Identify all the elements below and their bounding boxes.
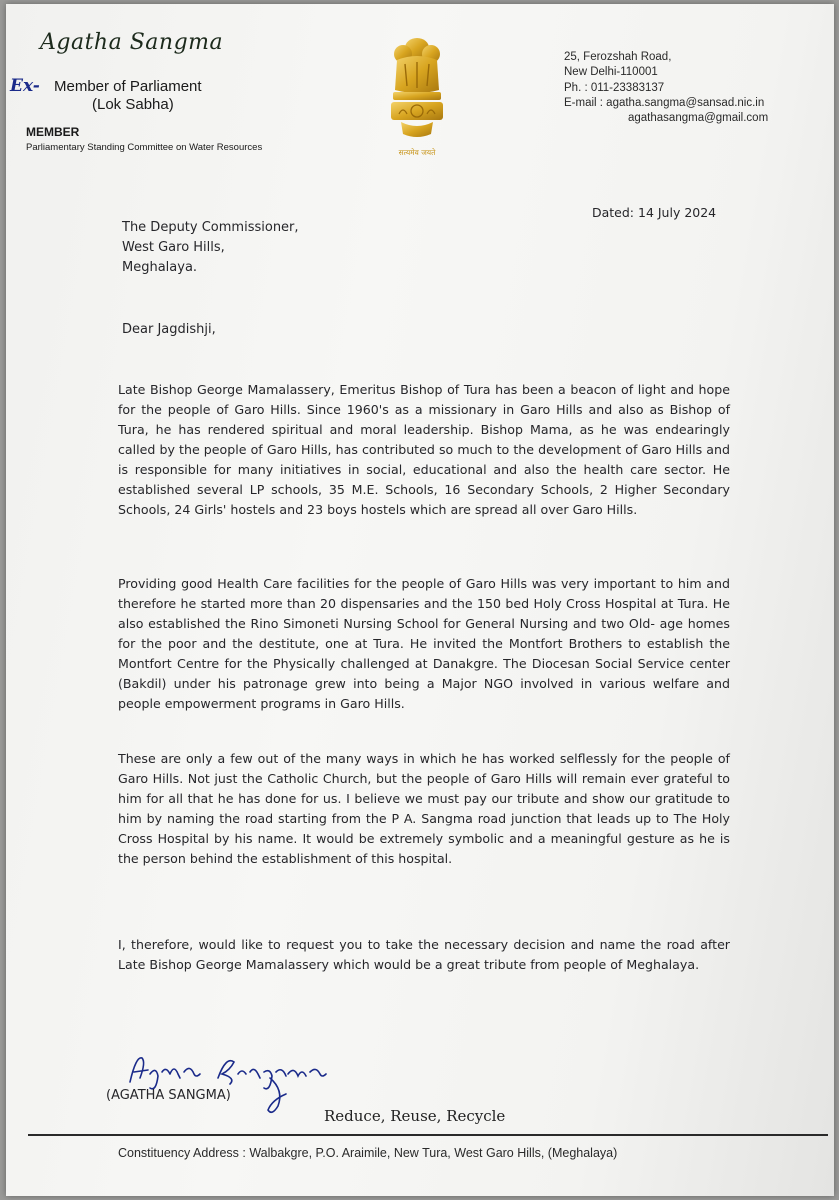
footer-divider	[28, 1134, 828, 1136]
emblem-caption: सत्यमेव जयते	[398, 148, 436, 157]
letterhead-house: (Lok Sabha)	[92, 96, 174, 113]
national-emblem-icon	[387, 34, 447, 160]
signature-text: Agatha Sangma	[126, 1048, 134, 1049]
letterhead-name-signature: Agatha Sangma	[40, 30, 224, 55]
address-line-1: 25, Ferozshah Road,	[564, 51, 672, 63]
letterhead-title: Member of Parliament	[54, 78, 202, 95]
printed-signatory-name: (AGATHA SANGMA)	[106, 1088, 231, 1103]
body-paragraph-3: These are only a few out of the many ways in which he has worked selflessly for the people of Garo Hills. Not just the Catholic Church, but the people of Garo Hills will remain ever grateful to him for all that he has done for us. I believe we must pay our tribute and show our gratitude to him by naming the road starting from the P A. Sangma road junction that leads up to The Holy Cross Hospital by his name. It would be extremely symbolic and a meaningful gesture as he is the person behind the establishment of this hospital.	[118, 751, 730, 866]
salutation: Dear Jagdishji,	[122, 322, 216, 337]
address-email-1: E-mail : agatha.sangma@sansad.nic.in	[564, 97, 765, 109]
signature-flourish	[264, 1070, 324, 1120]
letter-page	[6, 4, 834, 1196]
address-line-2: New Delhi-110001	[564, 66, 658, 78]
letterhead-role: MEMBER	[26, 125, 80, 139]
footer-slogan: Reduce, Reuse, Recycle	[324, 1107, 506, 1125]
constituency-address: Constituency Address : Walbakgre, P.O. Araimile, New Tura, West Garo Hills, (Meghalaya)	[118, 1146, 618, 1160]
recipient-line-2: West Garo Hills,	[122, 240, 225, 255]
recipient-line-3: Meghalaya.	[122, 260, 198, 275]
letterhead-committee: Parliamentary Standing Committee on Water Resources	[26, 142, 263, 153]
body-paragraph-2: Providing good Health Care facilities for the people of Garo Hills was very important to him and therefore he started more than 20 dispensaries and the 150 bed Holy Cross Hospital at Tura. He also established the Rino Simoneti Nursing School for General Nursing and two Old- age homes for the poor and the destitute, one at Tura. He invited the Montfort Brothers to establish the Montfort Centre for the Physically challenged at Danakgre. The Diocesan Social Service center (Bakdil) under his patronage grew into being a Major NGO involved in various welfare and people empowerment programs in Garo Hills.	[118, 576, 730, 711]
body-paragraph-4: I, therefore, would like to request you to take the necessary decision and name the road after Late Bishop George Mamalassery which would be a great tribute from people of Meghalaya.	[118, 937, 730, 972]
letter-date: Dated: 14 July 2024	[592, 205, 717, 220]
recipient-line-1: The Deputy Commissioner,	[122, 220, 299, 235]
body-paragraph-1: Late Bishop George Mamalassery, Emeritus Bishop of Tura has been a beacon of light and hope for the people of Garo Hills. Since 1960's as a missionary in Garo Hills and also as Bishop of Tura, he has rendered spiritual and moral leadership. Bishop Mama, as he was endearingly called by the people of Garo Hills, has contributed so much to the development of Garo Hills and is responsible for many initiatives in social, educational and also the health care sector. He established several LP schools, 35 M.E. Schools, 16 Secondary Schools, 2 Higher Secondary Schools, 24 Girls' hostels and 23 boys hostels which are spread all over Garo Hills.	[118, 382, 730, 517]
address-email-2: agathasangma@gmail.com	[628, 112, 769, 124]
address-phone: Ph. : 011-23383137	[564, 82, 665, 94]
handwritten-ex-prefix: Ex-	[10, 76, 40, 96]
